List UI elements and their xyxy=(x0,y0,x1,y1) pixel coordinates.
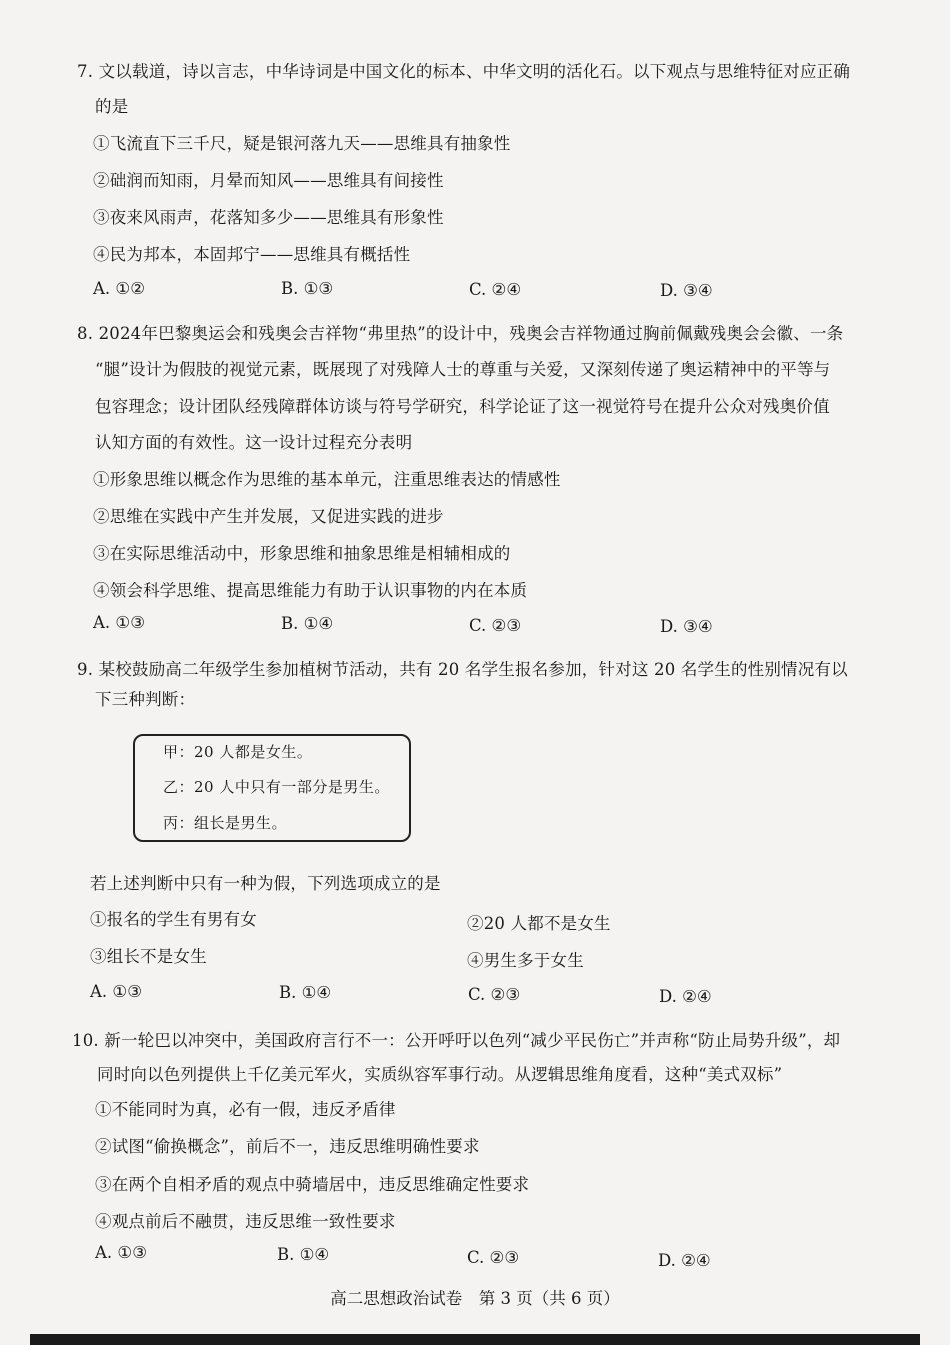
q7-stem-line-1: 7. 文以载道，诗以言志，中华诗词是中国文化的标本、中华文明的活化石。以下观点与思维特征对应正确 xyxy=(77,62,851,81)
q9-option-b: B. ①④ xyxy=(279,983,332,1002)
q9-statement-4: ④男生多于女生 xyxy=(467,951,584,970)
q7-option-a: A. ①② xyxy=(93,279,145,298)
q7-statement-2: ②础润而知雨，月晕而知风——思维具有间接性 xyxy=(93,171,444,190)
q8-statement-1: ①形象思维以概念作为思维的基本单元，注重思维表达的情感性 xyxy=(93,470,561,489)
q9-option-a: A. ①③ xyxy=(90,982,142,1001)
q7-option-c: C. ②④ xyxy=(469,280,522,299)
q9-option-d: D. ②④ xyxy=(659,987,712,1006)
q9-stem-line-1: 9. 某校鼓励高二年级学生参加植树节活动，共有 20 名学生报名参加，针对这 20 名学生的性别情况有以 xyxy=(77,660,848,679)
q10-option-c: C. ②③ xyxy=(467,1248,520,1267)
q8-option-d: D. ③④ xyxy=(660,617,713,636)
q7-stem-line-2: 的是 xyxy=(95,97,129,116)
q9-judgment-box xyxy=(133,734,411,842)
q9-option-c: C. ②③ xyxy=(468,985,521,1004)
q9-judgment-bing: 丙：组长是男生。 xyxy=(163,814,288,832)
q9-statement-1: ①报名的学生有男有女 xyxy=(90,910,257,929)
q7-option-b: B. ①③ xyxy=(281,279,334,298)
q10-option-a: A. ①③ xyxy=(95,1243,147,1262)
q9-question: 若上述判断中只有一种为假，下列选项成立的是 xyxy=(90,874,441,893)
q9-statement-3: ③组长不是女生 xyxy=(90,947,207,966)
q10-option-b: B. ①④ xyxy=(277,1245,330,1264)
q8-stem-line-4: 认知方面的有效性。这一设计过程充分表明 xyxy=(95,433,413,452)
q8-option-a: A. ①③ xyxy=(93,613,145,632)
q8-option-c: C. ②③ xyxy=(469,616,522,635)
q10-statement-3: ③在两个自相矛盾的观点中骑墙居中，违反思维确定性要求 xyxy=(95,1175,530,1194)
q8-statement-2: ②思维在实践中产生并发展，又促进实践的进步 xyxy=(93,507,444,526)
q8-option-b: B. ①④ xyxy=(281,614,334,633)
q10-statement-4: ④观点前后不融贯，违反思维一致性要求 xyxy=(95,1212,396,1231)
q8-statement-3: ③在实际思维活动中，形象思维和抽象思维是相辅相成的 xyxy=(93,544,511,563)
q7-statement-3: ③夜来风雨声，花落知多少——思维具有形象性 xyxy=(93,208,444,227)
q8-stem-line-2: “腿”设计为假肢的视觉元素，既展现了对残障人士的尊重与关爱，又深刻传递了奥运精神中的平等与 xyxy=(95,360,831,379)
q7-statement-1: ①飞流直下三千尺，疑是银河落九天——思维具有抽象性 xyxy=(93,134,511,153)
q10-statement-2: ②试图“偷换概念”，前后不一，违反思维明确性要求 xyxy=(95,1137,480,1156)
q8-stem-line-1: 8. 2024年巴黎奥运会和残奥会吉祥物“弗里热”的设计中，残奥会吉祥物通过胸前佩戴残奥会会徽、一条 xyxy=(77,324,844,343)
q9-judgment-jia: 甲：20 人都是女生。 xyxy=(163,743,313,761)
q7-option-d: D. ③④ xyxy=(660,281,713,300)
q9-statement-2: ②20 人都不是女生 xyxy=(467,914,611,933)
q10-option-d: D. ②④ xyxy=(658,1251,711,1270)
q10-stem-line-1: 10. 新一轮巴以冲突中，美国政府言行不一：公开呼吁以色列“减少平民伤亡”并声称“防止局势升级”，却 xyxy=(72,1031,841,1050)
q10-statement-1: ①不能同时为真，必有一假，违反矛盾律 xyxy=(95,1100,396,1119)
page-footer: 高二思想政治试卷 第 3 页（共 6 页） xyxy=(330,1289,620,1308)
q10-stem-line-2: 同时向以色列提供上千亿美元军火，实质纵容军事行动。从逻辑思维角度看，这种“美式双标” xyxy=(97,1065,783,1084)
q8-statement-4: ④领会科学思维、提高思维能力有助于认识事物的内在本质 xyxy=(93,581,528,600)
q9-judgment-yi: 乙：20 人中只有一部分是男生。 xyxy=(163,778,390,796)
q9-stem-line-2: 下三种判断： xyxy=(95,690,196,709)
q8-stem-line-3: 包容理念；设计团队经残障群体访谈与符号学研究，科学论证了这一视觉符号在提升公众对残奥价值 xyxy=(95,397,830,416)
scan-edge-bar xyxy=(30,1334,920,1345)
q7-statement-4: ④民为邦本，本固邦宁——思维具有概括性 xyxy=(93,245,411,264)
